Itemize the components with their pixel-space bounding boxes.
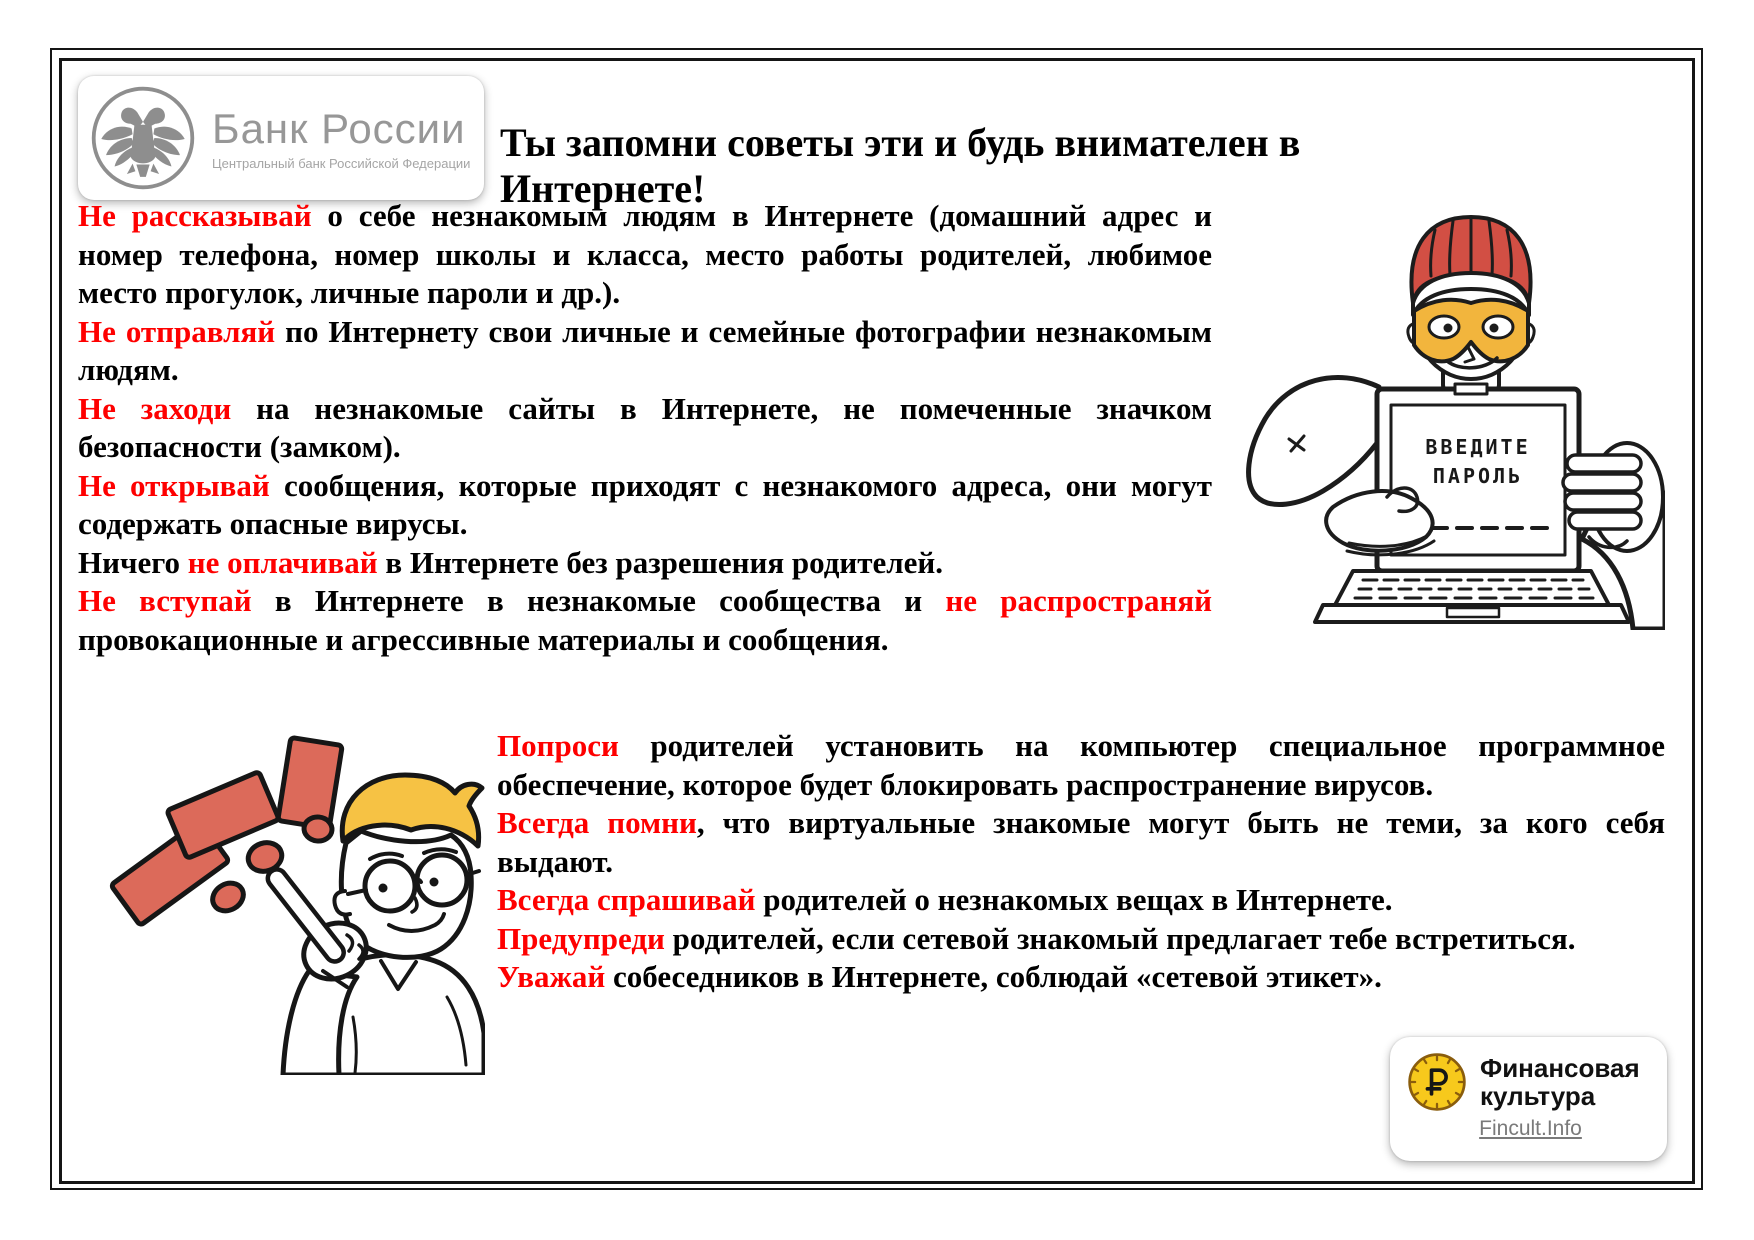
tip-text: в Интернете без разрешения родителей. [385, 544, 943, 580]
tips-block-bottom [497, 727, 1665, 997]
page-title: Ты запомни советы эти и будь внимателен в Интернете! [500, 120, 1301, 211]
tip-text: родителей о незнакомых вещах в Интернете. [755, 882, 1393, 917]
bank-logo-text [212, 106, 470, 171]
tip-text: родителей, если сетевой знакомый предлагает тебе встретиться. [664, 920, 1576, 956]
bank-title: Банк России [212, 104, 466, 152]
ruble-coin-icon [1406, 1051, 1468, 1113]
tip-highlight-red: Не рассказывай [78, 198, 312, 233]
tip-highlight-red: Не вступай [78, 583, 252, 618]
tip-text: по Интернету свои личные и семейные фотографии незнакомым людям. [78, 313, 1212, 387]
warning-person-illustration [85, 635, 485, 1075]
tip-highlight-red: не оплачивай [187, 544, 386, 580]
laptop-screen-line1: ВВЕДИТЕ [1425, 435, 1531, 459]
tip-highlight-red: Всегда спрашивай [497, 882, 756, 917]
tip-paragraph [497, 727, 1665, 804]
hacker-left-arm [1249, 377, 1379, 504]
bank-russia-logo [78, 76, 484, 200]
tip-text: о себе незнакомым людям в Интернете (домашний адрес и номер телефона, номер школы и класса, место работы родителей, любимое место прогулок, личные пароли и др.). [78, 198, 1212, 310]
tip-paragraph [78, 544, 1212, 583]
tip-paragraph [78, 197, 1212, 313]
fincult-name-line1: Финансовая [1480, 1053, 1640, 1083]
fincult-badge [1390, 1037, 1667, 1161]
fincult-name-line2: культура [1480, 1081, 1596, 1111]
tip-text: провокационные и агрессивные материалы и сообщения. [78, 621, 889, 657]
tip-paragraph [497, 920, 1665, 959]
tip-highlight-red: Не отправляй [78, 313, 276, 349]
fincult-name [1480, 1054, 1640, 1110]
tip-highlight-red: Не открывай [78, 467, 270, 503]
laptop-screen-line2: ПАРОЛЬ [1432, 464, 1524, 488]
tip-text: в Интернете в незнакомые сообщества и [251, 583, 946, 618]
tip-highlight-red: не распространяй [945, 583, 1212, 618]
tip-paragraph [78, 467, 1212, 544]
tip-paragraph [78, 313, 1212, 390]
tip-paragraph [78, 390, 1212, 467]
fincult-site-link[interactable]: Fincult.Info [1479, 1117, 1582, 1140]
tip-text: собеседников в Интернете, соблюдай «сетевой этикет». [605, 959, 1382, 994]
exclamation-marks [111, 737, 342, 925]
tip-highlight-red: Не заходи [78, 390, 232, 426]
tip-highlight-red: Уважай [497, 959, 606, 994]
tip-text: на незнакомые сайты в Интернете, не помеченные значком безопасности (замком). [78, 390, 1212, 464]
tip-text: , что виртуальные знакомые могут быть не теми, за кого себя выдают. [497, 805, 1665, 879]
tip-paragraph [497, 804, 1665, 881]
tip-text: родителей установить на компьютер специальное программное обеспечение, которое будет блокировать распространение вирусов. [497, 728, 1665, 802]
tip-text: сообщения, которые приходят с незнакомого адреса, они могут содержать опасные вирусы. [78, 467, 1212, 541]
bank-subtitle: Центральный банк Российской Федерации [212, 155, 471, 171]
tips-block-top [78, 197, 1212, 659]
tip-paragraph [497, 958, 1665, 997]
tip-highlight-red: Всегда помни [497, 805, 697, 840]
tip-text: Ничего [78, 544, 188, 580]
hacker-illustration [1237, 207, 1665, 630]
tip-paragraph [497, 881, 1665, 920]
bank-russia-eagle-icon [88, 83, 198, 193]
tip-highlight-red: Предупреди [497, 920, 665, 956]
fincult-row [1406, 1051, 1655, 1113]
tip-highlight-red: Попроси [497, 728, 619, 763]
